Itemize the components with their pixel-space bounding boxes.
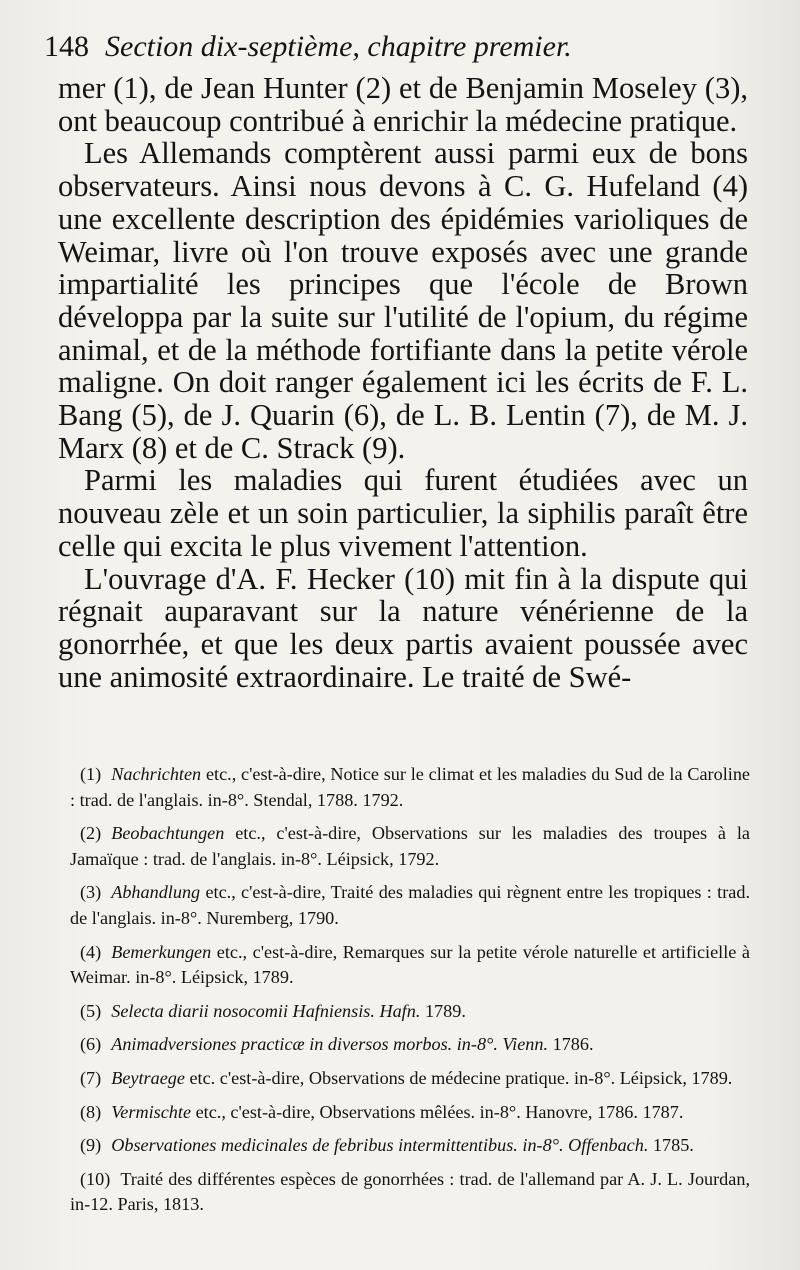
footnote-title: Selecta diarii nosocomii Hafniensis. Hafn. xyxy=(111,1000,421,1021)
footnote-text: 1786. xyxy=(548,1034,594,1055)
footnote-text: etc. c'est-à-dire, Observations de médecine pratique. in-8°. Léipsick, 1789. xyxy=(184,1067,733,1088)
footnote xyxy=(70,1100,750,1126)
footnote xyxy=(70,940,750,991)
footnote-text: etc., c'est-à-dire, Notice sur le climat et les maladies du Sud de la Caroline : trad. de l'anglais. in-8°. Stendal, 1788. 1792. xyxy=(70,764,750,810)
footnote-text: 1789. xyxy=(420,1000,466,1021)
footnotes xyxy=(70,762,750,1226)
footnote xyxy=(70,880,750,931)
footnote-text: 1785. xyxy=(648,1135,694,1156)
footnote xyxy=(70,762,750,813)
footnote-number: (1) xyxy=(80,764,102,784)
footnote-title: Nachrichten xyxy=(111,764,202,784)
footnote-title: Abhandlung xyxy=(111,882,201,903)
footnote-text: etc., c'est-à-dire, Observations sur les maladies des troupes à la Jamaïque : trad. de l'anglais. in-8°. Léipsick, 1792. xyxy=(70,823,750,869)
footnote-title: Beobachtungen xyxy=(111,823,225,844)
footnote-title: Vermischte xyxy=(111,1101,192,1122)
footnote-title: Beytraege xyxy=(111,1067,185,1088)
footnote-number: (4) xyxy=(80,941,102,962)
footnote-number: (10) xyxy=(80,1168,111,1189)
footnote xyxy=(70,1133,750,1159)
page-number: 148 xyxy=(44,30,89,63)
footnote-title: Bemerkungen xyxy=(111,941,212,962)
footnote-number: (8) xyxy=(80,1101,102,1122)
paragraph: Les Allemands comptèrent aussi parmi eux de bons observateurs. Ainsi nous devons à C. G. Hufeland (4) une excellente description des épidémies varioliques de Weimar, livre où l'on trouve exposés avec une grande impartialité les principes que l'école de Brown développa par la suite sur l'utilité de l'opium, du régime animal, et de la méthode fortifiante dans la petite vérole maligne. On doit ranger également ici les écrits de F. L. Bang (5), de J. Quarin (6), de L. B. Lentin (7), de M. J. Marx (8) et de C. Strack (9). xyxy=(58,136,748,465)
footnote-title: Observationes medicinales de febribus intermittentibus. in-8°. Offenbach. xyxy=(111,1135,649,1156)
footnote-text: etc., c'est-à-dire, Observations mêlées. in-8°. Hanovre, 1786. 1787. xyxy=(191,1101,684,1122)
footnote-number: (5) xyxy=(80,1000,102,1021)
footnote xyxy=(70,999,750,1025)
footnote-number: (3) xyxy=(80,882,102,903)
footnote-text: etc., c'est-à-dire, Traité des maladies qui règnent entre les tropiques : trad. de l'anglais. in-8°. Nuremberg, 1790. xyxy=(70,882,750,928)
paragraph: mer (1), de Jean Hunter (2) et de Benjamin Moseley (3), ont beaucoup contribué à enrichir la médecine pratique. xyxy=(58,71,748,138)
footnote-text: Traité des différentes espèces de gonorrhées : trad. de l'allemand par A. J. L. Jourdan, in-12. Paris, 1813. xyxy=(70,1168,750,1215)
footnote xyxy=(70,1032,750,1058)
footnote xyxy=(70,1167,750,1218)
footnote-text: etc., c'est-à-dire, Remarques sur la petite vérole naturelle et artificielle à Weimar. in-8°. Léipsick, 1789. xyxy=(70,941,750,988)
footnote-number: (7) xyxy=(80,1067,102,1088)
footnote-title: Animadversiones practicæ in diversos morbos. in-8°. Vienn. xyxy=(111,1034,549,1055)
paragraph: Parmi les maladies qui furent étudiées avec un nouveau zèle et un soin particulier, la siphilis paraît être celle qui excita le plus vivement l'attention. xyxy=(58,463,748,563)
footnote-number: (2) xyxy=(80,823,102,844)
footnote xyxy=(70,1066,750,1092)
running-header xyxy=(44,30,744,66)
footnote-number: (6) xyxy=(80,1034,102,1055)
paragraph: L'ouvrage d'A. F. Hecker (10) mit fin à la dispute qui régnait auparavant sur la nature vénérienne de la gonorrhée, et que les deux partis avaient poussée avec une animosité extraordinaire. Le traité de Swé- xyxy=(58,561,748,694)
footnote-number: (9) xyxy=(80,1135,102,1156)
running-title: Section dix-septième, chapitre premier. xyxy=(105,30,572,63)
footnote xyxy=(70,821,750,872)
main-text xyxy=(58,72,748,693)
